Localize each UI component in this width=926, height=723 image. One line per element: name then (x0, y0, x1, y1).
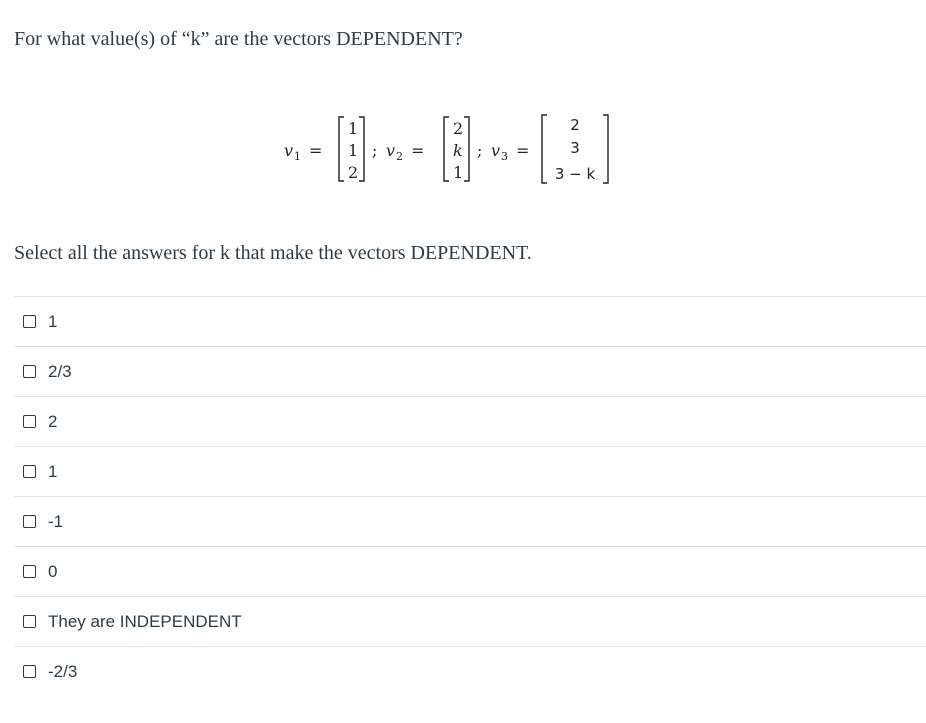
v2-entry-1: 2 (453, 119, 464, 138)
v1-entry-3: 2 (348, 163, 359, 182)
answer-label: 2 (48, 411, 58, 431)
answer-label: 2/3 (48, 361, 72, 381)
answer-option[interactable] (14, 296, 926, 346)
answer-checkbox[interactable] (23, 615, 36, 628)
question-text: For what value(s) of “k” are the vectors DEPENDENT? (14, 28, 463, 50)
v3-entry-3: 3 − k (554, 165, 596, 183)
vector-equation-svg (282, 110, 622, 190)
separator-1: ; (372, 141, 378, 160)
answer-option[interactable] (14, 346, 926, 396)
v3-name: v (491, 141, 501, 160)
answer-checkbox[interactable] (23, 415, 36, 428)
answer-list (14, 296, 926, 696)
answer-checkbox[interactable] (23, 515, 36, 528)
separator-2: ; (477, 141, 483, 160)
v3-entry-2: 3 (570, 139, 580, 157)
v3-entry-1: 2 (570, 116, 580, 134)
v2-subscript: 2 (396, 150, 403, 163)
v3-subscript: 3 (501, 150, 508, 163)
answer-label: 1 (48, 311, 58, 331)
v1-right-bracket (359, 117, 364, 181)
v1-name: v (284, 141, 294, 160)
answer-label: 0 (48, 561, 58, 581)
answer-option[interactable] (14, 546, 926, 596)
v1-equals: = (309, 141, 323, 160)
v3-right-bracket (603, 115, 608, 183)
v1-left-bracket (339, 117, 344, 181)
answer-label: They are INDEPENDENT (48, 611, 242, 631)
v1-entry-2: 1 (348, 141, 359, 160)
v2-entry-3: 1 (453, 163, 464, 182)
answer-label: -1 (48, 511, 64, 531)
answer-checkbox[interactable] (23, 465, 36, 478)
v2-name: v (386, 141, 396, 160)
answer-label: 1 (48, 461, 58, 481)
answer-option[interactable] (14, 596, 926, 646)
answer-option[interactable] (14, 446, 926, 496)
answer-option[interactable] (14, 496, 926, 546)
answer-option[interactable] (14, 396, 926, 446)
v2-equals: = (411, 141, 425, 160)
answer-checkbox[interactable] (23, 315, 36, 328)
v2-right-bracket (464, 117, 469, 181)
vector-equation (282, 110, 622, 190)
v2-left-bracket (444, 117, 449, 181)
v3-left-bracket (542, 115, 547, 183)
answer-label: -2/3 (48, 661, 78, 681)
v2-entry-2: k (453, 141, 463, 160)
v1-entry-1: 1 (348, 119, 359, 138)
answer-option[interactable] (14, 646, 926, 696)
answer-checkbox[interactable] (23, 365, 36, 378)
answer-checkbox[interactable] (23, 665, 36, 678)
v1-subscript: 1 (294, 150, 301, 163)
instruction-text: Select all the answers for k that make the vectors DEPENDENT. (14, 242, 532, 264)
v3-equals: = (516, 141, 530, 160)
answer-checkbox[interactable] (23, 565, 36, 578)
